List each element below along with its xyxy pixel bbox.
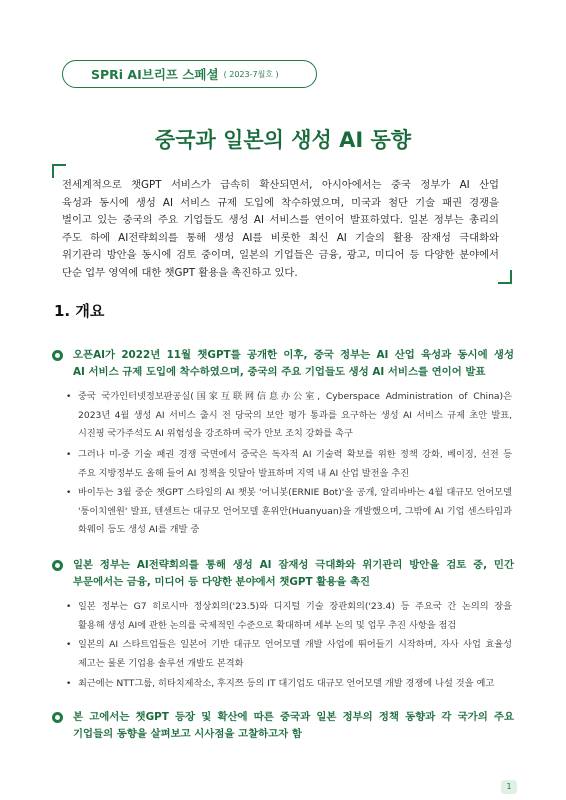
sub-line: 일본 정부는 G7 히로시마 정상회의('23.5)와 디지털 기술 장관회의('23.4) 등 주요국 간 논의의 장을 (78, 601, 512, 612)
bullet-line: AI 서비스 규제 도입에 착수하였으며, 중국의 주요 기업들도 생성 AI 서비스를 연이어 발표 (73, 366, 486, 378)
dot-bullet-icon: • (66, 679, 72, 689)
sub-bullet (66, 446, 512, 483)
sub-line: 시진핑 국가주석도 AI 위험성을 강조하며 국가 안보 조치 강화를 촉구 (78, 428, 353, 439)
bracket-top-left (52, 164, 66, 178)
page-number: 1 (501, 780, 517, 794)
intro-summary (62, 177, 499, 283)
sub-line: 활용해 생성 AI에 관한 논의를 국제적인 수준으로 확대하며 세부 논의 및 업무 추진 사항을 점검 (78, 619, 457, 631)
sub-line: 화웨이 등도 생성 AI를 개발 중 (78, 524, 200, 535)
dot-bullet-icon: • (66, 450, 72, 460)
intro-line: 단순 업무 영역에 대한 챗GPT 활용을 촉진하고 있다. (62, 266, 298, 279)
intro-line: 벌이고 있는 중국의 주요 기업들도 생성 AI 서비스를 연이어 발표하였다. 일본 정부는 총리의 (62, 214, 499, 227)
main-bullet-china (52, 347, 514, 381)
dot-bullet-icon: • (66, 488, 72, 498)
sub-line: 최근에는 NTT그룹, 히타치제작소, 후지쯔 등의 IT 대기업도 대규모 언어모델 개발 경쟁에 나설 것을 예고 (78, 678, 495, 689)
sub-line: 2023년 4월 생성 AI 서비스 출시 전 당국의 보안 평가 통과를 요구하는 생성 AI 서비스 규제 초안 발표, (78, 409, 512, 421)
sub-line: 그러나 미-중 기술 패권 경쟁 국면에서 중국은 독자적 AI 기술력 확보를 위한 정책 강화, 베이징, 선전 등 (78, 449, 512, 460)
section-heading: 1. 개요 (54, 302, 105, 320)
circle-bullet-icon (52, 560, 63, 571)
intro-line: 육성과 동시에 생성 AI 서비스 규제 도입에 착수하였으며, 미국과 첨단 기술 패권 경쟁을 (62, 196, 499, 209)
intro-line: 주도 하에 AI전략회의를 통해 생성 AI를 비롯한 최신 AI 기술의 활용 잠재성 극대화와 (62, 231, 499, 244)
sub-line: 중국 국가인터넷정보판공실(国家互联网信息办公室, Cyberspace Administration of China)은 (78, 391, 512, 402)
circle-bullet-icon (52, 712, 63, 723)
issue-label: ( 2023-7월호 ) (223, 69, 279, 79)
bullet-line: 본 고에서는 챗GPT 등장 및 확산에 따른 중국과 일본 정부의 정책 동향과 각 국가의 주요 (73, 711, 514, 723)
sub-bullet (66, 388, 512, 444)
sub-line: '퉁이치엔원' 발표, 텐센트는 대규모 언어모델 훈위안(Huanyuan)을 개발했으며, 그밖에 AI 기업 센스타임과 (78, 505, 512, 517)
sub-line: 바이두는 3월 중순 챗GPT 스타일의 AI 챗봇 '어니봇(ERNIE Bot)'을 공개, 알리바바는 4월 대규모 언어모델 (78, 487, 512, 498)
page-title: 중국과 일본의 생성 AI 동향 (154, 128, 412, 152)
main-bullet-japan (52, 557, 514, 591)
dot-bullet-icon: • (66, 392, 72, 402)
bullet-line: 부문에서는 금융, 미디어 등 다양한 분야에서 챗GPT 활용을 촉진 (73, 576, 371, 588)
bullet-line: 오픈AI가 2022년 11월 챗GPT를 공개한 이후, 중국 정부는 AI 산업 육성과 동시에 생성 (73, 349, 514, 361)
circle-bullet-icon (52, 350, 63, 361)
sub-bullet (66, 484, 512, 540)
sub-bullet (66, 598, 512, 635)
sub-bullet (66, 636, 512, 673)
intro-line: 위기관리 방안을 동시에 검토 중이며, 일본의 기업들은 금융, 광고, 미디어 등 다양한 분야에서 (62, 249, 499, 262)
bracket-bottom-right (498, 270, 512, 284)
dot-bullet-icon: • (66, 640, 72, 650)
bullet-line: 기업들의 동향을 살펴보고 시사점을 고찰하고자 함 (73, 728, 302, 740)
bullet-line: 일본 정부는 AI전략회의를 통해 생성 AI 잠재성 극대화와 위기관리 방안을 검토 중, 민간 (73, 559, 514, 571)
sub-line: 주요 지방정부도 올해 들어 AI 정책을 잇달아 발표하며 지역 내 AI 산업 발전을 추진 (78, 467, 410, 479)
series-label: SPRi AI브리프 스페셜 (91, 67, 219, 82)
sub-line: 제고는 물론 기업용 솔루션 개발도 본격화 (78, 657, 244, 669)
sub-bullet (66, 675, 512, 694)
main-bullet-scope (52, 709, 514, 743)
report-series-badge (62, 60, 317, 88)
dot-bullet-icon: • (66, 602, 72, 612)
intro-line: 전세계적으로 챗GPT 서비스가 급속히 확산되면서, 아시아에서는 중국 정부가 AI 산업 (62, 179, 499, 191)
sub-line: 일본의 AI 스타트업들은 일본어 기반 대규모 언어모델 개발 사업에 뛰어들기 시작하며, 자사 사업 효율성 (78, 639, 512, 650)
